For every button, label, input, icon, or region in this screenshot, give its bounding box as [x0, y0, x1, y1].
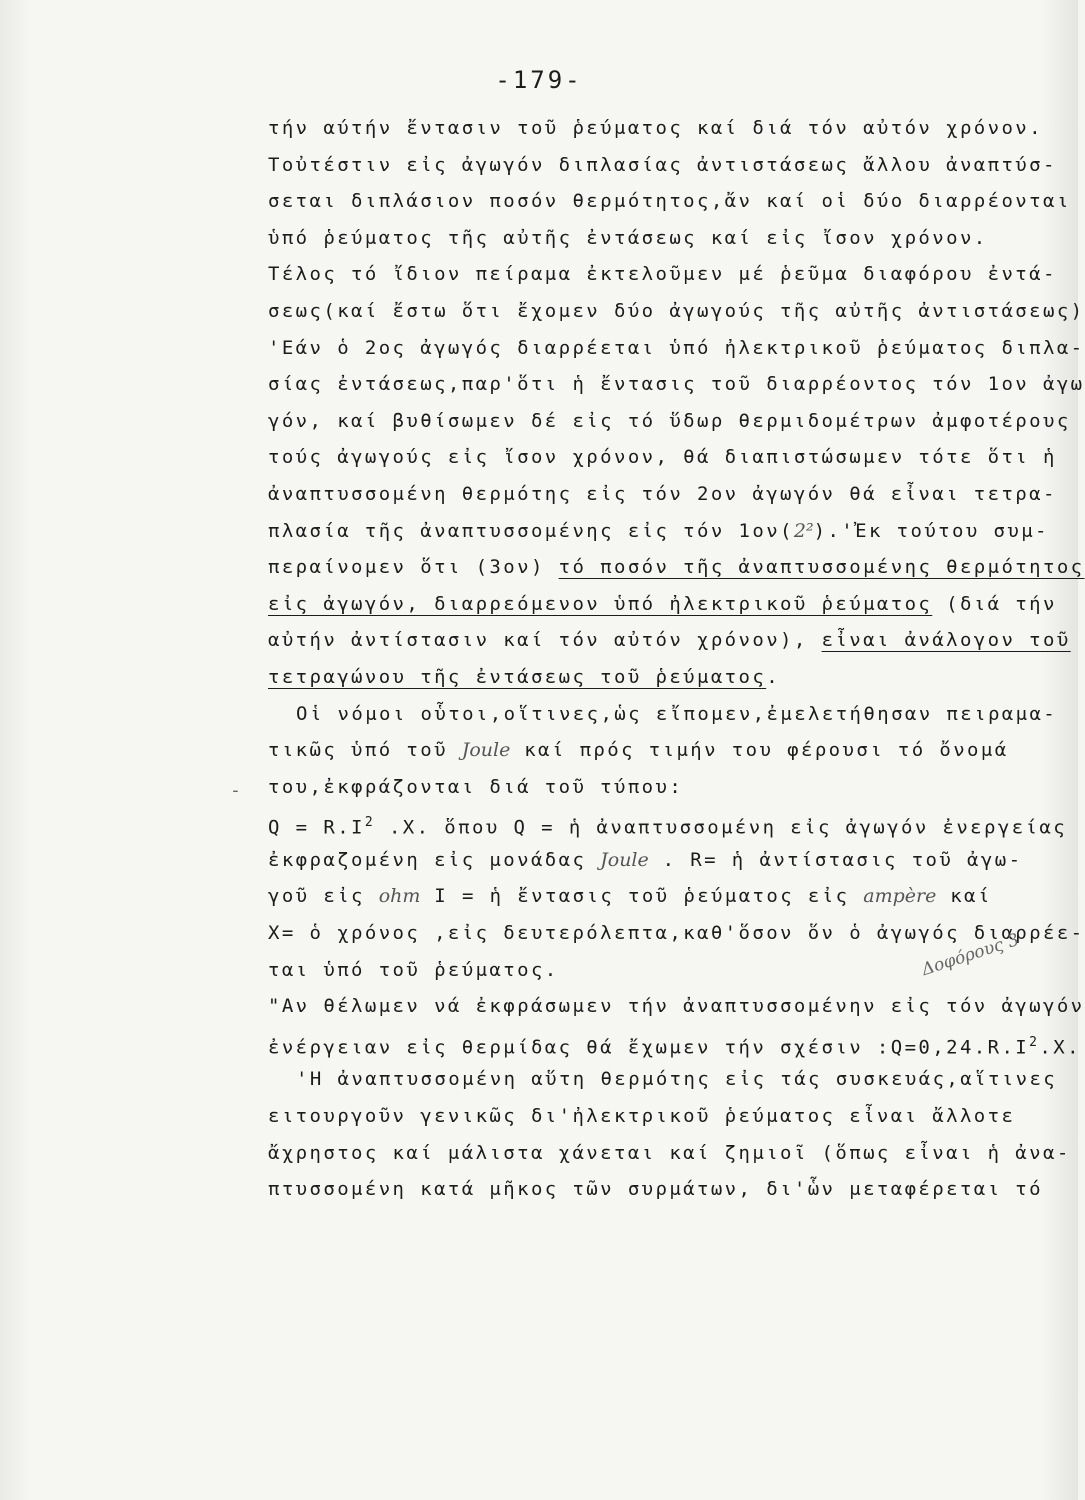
underlined-text: εἰς ἀγωγόν, διαρρεόμενον ὑπό ἠλεκτρικοῦ ῥεύματος — [268, 592, 933, 615]
superscript: 2 — [364, 815, 376, 831]
underlined-text: τό ποσόν τῆς ἀναπτυσσομένης θερμότητος — [558, 556, 1085, 579]
text-segment: ἐκφραζομένη εἰς μονάδας — [268, 848, 601, 871]
text-line: Τέλος τό ἴδιον πείραμα ἐκτελοῦμεν μέ ῥεῦμα διαφόρου ἐντά- — [268, 263, 1057, 286]
text-line: σεως(καί ἔστω ὅτι ἔχομεν δύο ἀγωγούς τῆς αὐτῆς ἀντιστάσεως) — [268, 299, 1085, 322]
text-line: ἀναπτυσσομένη θερμότης εἰς τόν 2ον ἀγωγόν θά εἶναι τετρα- — [268, 482, 1057, 505]
text-line: ὑπό ῥεύματος τῆς αὐτῆς ἐντάσεως καί εἰς ἴσον χρόνον. — [268, 226, 988, 249]
text-line: τήν αύτήν ἔντασιν τοῦ ῥεύματος καί διά τόν αὐτόν χρόνον. — [268, 117, 1043, 139]
text-segment: . R= ἡ ἀντίστασις τοῦ ἀγω- — [648, 848, 1023, 871]
text-segment: περαίνομεν ὅτι (3ον) — [268, 556, 559, 579]
text-segment: ).'Ἐκ τούτου συμ- — [813, 519, 1049, 542]
formula-line — [268, 1025, 1081, 1062]
body-text — [268, 110, 1085, 1208]
text-line: του,ἐκφράζονται διά τοῦ τύπου: — [268, 775, 684, 798]
handwritten-note: Joule — [600, 848, 649, 871]
text-line — [268, 586, 1058, 623]
text-line — [268, 622, 1071, 659]
text-segment: I = ἡ ἔντασις τοῦ ῥεύματος εἰς — [420, 885, 864, 908]
text-segment: καί πρός τιμήν του φέρουσι τό ὄνομά — [510, 739, 1009, 762]
text-line — [268, 732, 1058, 769]
text-segment: .X. — [1039, 1036, 1081, 1059]
text-segment: Q = R.I — [268, 816, 365, 839]
text-segment: αὐτήν ἀντίστασιν καί τόν αὐτόν χρόνον), — [268, 629, 822, 652]
handwritten-note: 2² — [793, 519, 814, 542]
text-line: σεται διπλάσιον ποσόν θερμότητος,ἄν καί οἱ δύο διαρρέονται — [268, 190, 1071, 213]
text-segment: ἐνέργειαν εἰς θερμίδας θά ἔχωμεν τήν σχέσιν :Q=0,24.R.I — [268, 1036, 1030, 1059]
text-line: ειτουργοῦν γενικῶς δι'ἠλεκτρικοῦ ῥεύματος εἶναι ἄλλοτε — [268, 1105, 1016, 1128]
text-line: σίας ἐντάσεως,παρ'ὅτι ἡ ἔντασις τοῦ διαρρέοντος τόν 1ον ἀγω — [268, 373, 1085, 396]
text-line: ἄχρηστος καί μάλιστα χάνεται καί ζημιοῖ (ὅπως εἶναι ἡ ἀνα- — [268, 1141, 1071, 1164]
underlined-text: εἶναι ἀνάλογον τοῦ — [821, 629, 1071, 652]
text-line — [268, 549, 1085, 586]
page-number: -179- — [495, 66, 583, 94]
text-line: ται ὑπό τοῦ ῥεύματος. — [268, 958, 559, 981]
text-segment: τικῶς ὑπό τοῦ — [268, 739, 462, 762]
underlined-text: τετραγώνου τῆς ἐντάσεως τοῦ ῥεύματος — [268, 665, 767, 688]
handwritten-note: ohm — [378, 885, 421, 908]
text-line — [268, 842, 1058, 879]
text-segment: .X. ὅπου Q = ἡ ἀναπτυσσομένη εἰς ἀγωγόν ἐνεργείας — [375, 816, 1068, 839]
handwritten-note: ampère — [863, 885, 937, 908]
text-line: 'Εάν ὁ 2ος ἀγωγός διαρρέεται ὑπό ἠλεκτρικοῦ ῥεύματος διπλα- — [268, 336, 1085, 359]
text-segment: πλασία τῆς ἀναπτυσσομένης εἰς τόν 1ον( — [268, 519, 794, 542]
text-line: Τοὐτέστιν εἰς ἀγωγόν διπλασίας ἀντιστάσεως ἄλλου ἀναπτύσ- — [268, 153, 1057, 176]
text-segment: (διά τήν — [932, 592, 1057, 615]
text-segment: γοῦ εἰς — [268, 885, 379, 908]
text-line — [268, 659, 1058, 696]
text-line: γόν, καί βυθίσωμεν δέ εἰς τό ὕδωρ θερμιδομέτρων ἀμφοτέρους — [268, 409, 1071, 432]
superscript: 2 — [1029, 1034, 1040, 1050]
text-line: τούς ἀγωγούς εἰς ἴσον χρόνον, θά διαπιστώσωμεν τότε ὅτι ἡ — [268, 446, 1057, 469]
text-line: X= ὁ χρόνος ,εἰς δευτερόλεπτα,καθ'ὅσον ὅν ὁ ἀγωγός διαρρέε- — [268, 922, 1085, 945]
text-line: "Αν θέλωμεν νά ἐκφράσωμεν τήν ἀναπτυσσομένην εἰς τόν ἀγωγόν — [268, 995, 1085, 1018]
text-line — [268, 878, 1058, 915]
text-segment: καί — [936, 885, 992, 908]
text-line: Οἱ νόμοι οὗτοι,οἵτινες,ὡς εἴπομεν,ἐμελετήθησαν πειραμα- — [296, 702, 1058, 725]
text-line: πτυσσομένη κατά μῆκος τῶν συρμάτων, δι'ὧν μεταφέρεται τό — [268, 1178, 1043, 1201]
handwritten-note: Joule — [461, 739, 511, 762]
text-line: 'Η ἀναπτυσσομένη αὕτη θερμότης εἰς τάς συσκευάς,αἵτινες — [296, 1068, 1058, 1091]
text-segment: . — [766, 665, 781, 688]
formula-line — [268, 805, 1068, 842]
margin-mark: - — [230, 780, 241, 801]
handwritten-annotation: Δοφόρους 3 — [919, 929, 1022, 981]
text-line — [268, 513, 1058, 550]
